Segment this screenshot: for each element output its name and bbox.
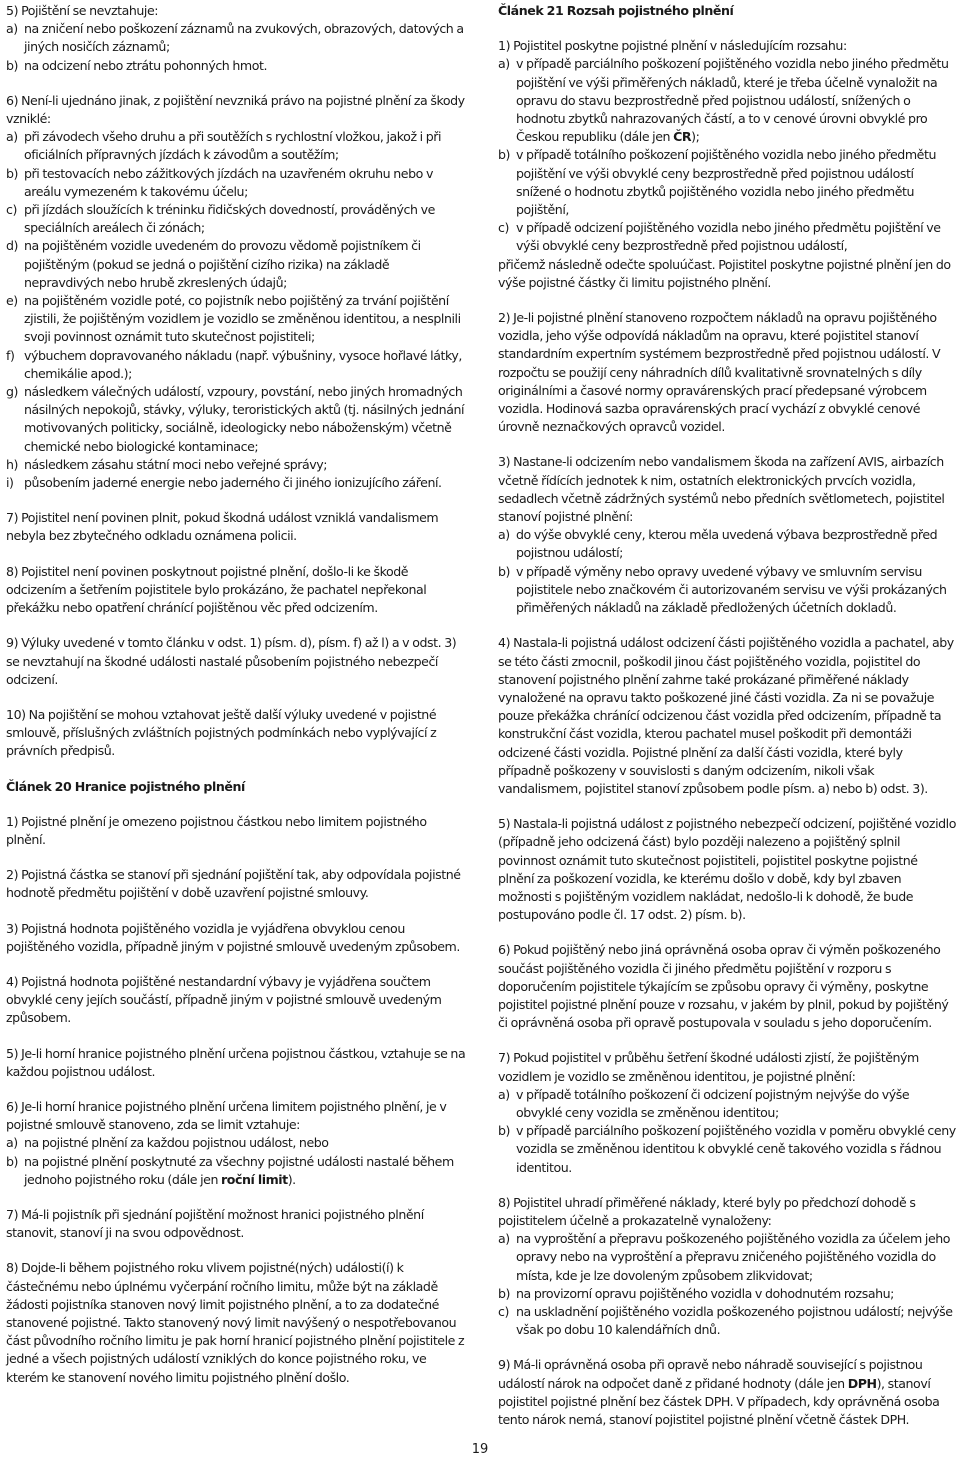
list-item: c) na uskladnění pojištěného vozidla poškozeného pojistnou událostí; nejvýše však po dobu 10 kalendářních dnů. (498, 1304, 953, 1338)
list-item: b) na provizorní opravu pojištěného vozidla v dohodnutém rozsahu; (498, 1285, 894, 1301)
list-item: a) při závodech všeho druhu a při soutěžích s rychlostní vložkou, jakož i při oficiálních přípravných jízdách k závodům a soutěžím; (6, 129, 442, 163)
list-item: h) následkem zásahu státní moci nebo veřejné správy; (6, 456, 328, 472)
paragraph: přičemž následně odečte spoluúčast. Pojistitel poskytne pojistné plnění jen do výše pojistné částky či limitu pojistného plnění. (498, 256, 951, 290)
paragraph: 1) Pojistitel poskytne pojistné plnění v následujícím rozsahu: (498, 38, 847, 54)
list-item: g) následkem válečných událostí, vzpoury, povstání, nebo jiných hromadných násilných nepokojů, stávky, výluky, teroristických aktů (tj. násilných jednání motivovaných politicky, sociálně, ideologicky nebo náboženským) včetně chemické nebo biologické kontaminace; (6, 384, 465, 454)
paragraph: 7) Pokud pojistitel v průběhu šetření škodné události zjistí, že pojištěným vozidlem je vozidlo se změněnou identitou, je pojistné plnění: (498, 1050, 919, 1084)
paragraph: 8) Dojde-li během pojistného roku vlivem pojistné(ných) události(í) k částečnému nebo úplnému vyčerpání ročního limitu, může být na základě žádosti pojistníka stanoven nový limit pojistného plnění, a to za dodatečné stanovené pojistné. Takto stanovený nový limit navýšený o nespotřebovanou část původního ročního limitu je pak horní hranicí pojistného plnění pojistitele z jedné a všech pojistných událostí vzniklých do konce pojistného roku, ve kterém ke stanovení nového limitu pojistného plnění došlo. (6, 1260, 465, 1385)
paragraph: 3) Pojistná hodnota pojištěného vozidla je vyjádřena obvyklou cenou pojištěného vozidla, případně jiným v pojistné smlouvě uvedeným způsobem. (6, 920, 460, 954)
dph-term: DPH (847, 1375, 877, 1391)
article-20-title: Článek 20 Hranice pojistného plnění (6, 778, 245, 794)
list-item: f) výbuchem dopravovaného nákladu (např. výbušniny, vysoce hořlavé látky, chemikálie apod.); (6, 347, 462, 381)
list-item: a) do výše obvyklé ceny, kterou měla uvedená výbava bezprostředně před pojistnou událostí; (498, 527, 938, 561)
paragraph: 4) Pojistná hodnota pojištěné nestandardní výbavy je vyjádřena součtem obvyklé ceny jejích součástí, případně jiným v pojistné smlouvě uvedeným způsobem. (6, 973, 442, 1026)
paragraph: 9) Výluky uvedené v tomto článku v odst. 1) písm. d), písm. f) až l) a v odst. 3) se nevztahují na škodné události nastalé působením pojistného nebezpečí odcizení. (6, 635, 457, 687)
list-item: b) v případě parciálního poškození pojištěného vozidla v poměru obvyklé ceny vozidla se změněnou identitou k obvyklé ceně takového vozidla s řádnou identitou. (498, 1123, 956, 1175)
left-column (6, 2, 468, 1387)
list-item: i) působením jaderné energie nebo jaderného či jiného ionizujícího záření. (6, 475, 442, 491)
list-item: b) v případě výměny nebo opravy uvedené výbavy ve smluvním servisu pojistitele nebo značkovém či autorizovaném servisu ve výši prokázaných přiměřených nákladů na základě předložených účetních dokladů. (498, 563, 947, 616)
list-item: b) na pojistné plnění poskytnuté za všechny pojistné události nastalé během jednoho pojistného roku (dále jen roční limit). (6, 1153, 454, 1187)
paragraph: 7) Pojistitel není povinen plnit, pokud škodná událost vzniklá vandalismem nebyla bez zbytečného odkladu oznámena policii. (6, 510, 439, 544)
paragraph: 2) Je-li pojistné plnění stanoveno rozpočtem nákladů na opravu pojištěného vozidla, jeho výše odpovídá nákladům na opravu, které pojistitel stanoví standardním expertním systémem bezprostředně před pojistnou událostí. V rozpočtu se použijí ceny náhradních dílů kvalitativně srovnatelných s díly originálními a časové normy opravárenských prací předepsané výrobcem vozidla. Hodinová sazba opravárenských prací vychází z obvyklé cenové úrovně neznačkových opravců vozidel. (498, 310, 941, 435)
paragraph: 5) Je-li horní hranice pojistného plnění určena pojistnou částkou, vztahuje se na každou pojistnou událost. (6, 1045, 466, 1079)
paragraph: 6) Není-li ujednáno jinak, z pojištění nevzniká právo na pojistné plnění za škody vzniklé: (6, 92, 465, 127)
list-item: d) na pojištěném vozidle uvedeném do provozu vědomě pojistníkem či pojištěným (pokud se jedná o pojištění cizího rizika) na základě nepravdivých nebo hrubě zkreslených údajů; (6, 238, 421, 290)
list-item: a) na vyproštění a přepravu poškozeného pojištěného vozidla za účelem jeho opravy nebo na vyproštění a přepravu zničeného pojištěného vozidla do místa, kde je lze dovoleným způsobem zlikvidovat; (498, 1231, 951, 1283)
paragraph: 8) Pojistitel není povinen poskytnout pojistné plnění, došlo-li ke škodě odcizením a šetřením pojistitele bylo prokázáno, že pachatel nepřekonal překážku nebo opatření chránící pojištěnou věc před odcizením. (6, 563, 427, 616)
article-21-title: Článek 21 Rozsah pojistného plnění (498, 3, 734, 18)
list-item: a) na pojistné plnění za každou pojistnou událost, nebo (6, 1135, 329, 1151)
paragraph: 6) Pokud pojištěný nebo jiná oprávněná osoba oprav či výměn poškozeného součást pojištěného vozidla či jiného předmětu pojištění v rozporu s doporučením pojistitele týkajícím se způsobu opravy či výměny, poskytne pojistitel pojistné plnění pouze v rozsahu, v jakém by plnil, pokud by pojištěný či oprávněná osoba při opravě postupovala v souladu s jeho doporučením. (498, 942, 949, 1031)
paragraph: 4) Nastala-li pojistná událost odcizení části pojištěného vozidla a pachatel, aby se této části zmocnil, poškodil jinou část pojištěného vozidla, pojistitel do stanovení pojistného plnění zahrne také prokázané přiměřené náklady vynaložené na opravu takto poškozené jiné části vozidla. Za ni se považuje pouze překážka chránící odcizenou část vozidla před odcizením, případně ta konstrukční část vozidla, kterou pachatel musel poškodit při demontáži odcizené části vozidla. Pojistné plnění za další části vozidla, které byly případně poškozeny v souvislosti s daným odcizením, nikoli však vandalismem, pojistitel stanoví způsobem podle písm. a) nebo b) odst. 3). (498, 635, 954, 796)
paragraph: 1) Pojistné plnění je omezeno pojistnou částkou nebo limitem pojistného plnění. (6, 813, 427, 847)
paragraph: 2) Pojistná částka se stanoví při sjednání pojištění tak, aby odpovídala pojistné hodnotě předmětu pojištění v době uzavření pojistné smlouvy. (6, 867, 461, 901)
right-column (498, 2, 956, 1429)
list-item: a) v případě totálního poškození či odcizení pojistným nejvýše do výše obvyklé ceny vozidla se změněnou identitou; (498, 1086, 910, 1120)
list-item: a) v případě parciálního poškození pojištěného vozidla nebo jiného předmětu pojištění ve výši přiměřených nákladů, které je třeba účelně vynaložit na opravu do stavu bezprostředně před pojistnou událostí, snížených o hodnotu zbytků nahrazovaných částí, a to v cenové úrovni obvyklé pro Českou republiku (dále jen ČR); (498, 56, 949, 145)
page-number: 19 (471, 1442, 489, 1457)
paragraph: 9) Má-li oprávněná osoba při opravě nebo náhradě související s pojistnou událostí nárok na odpočet daně z přidané hodnoty (dále jen DPH), stanoví pojistitel pojistné plnění bez částek DPH. V případech, kdy oprávněná osoba tento nárok nemá, stanoví pojistitel pojistné plnění včetně částek DPH. (498, 1357, 940, 1428)
list-item: b) při testovacích nebo zážitkových jízdách na uzavřeném okruhu nebo v areálu vymezeném k takovému účelu; (6, 165, 433, 199)
list-item: c) v případě odcizení pojištěného vozidla nebo jiného předmětu pojištění ve výši obvyklé ceny bezprostředně před pojistnou událostí, (498, 220, 941, 254)
paragraph: 6) Je-li horní hranice pojistného plnění určena limitem pojistného plnění, je v pojistné smlouvě stanoveno, zda se limit vztahuje: (6, 1098, 447, 1133)
list-item: e) na pojištěném vozidle poté, co pojistník nebo pojištěný za trvání pojištění zjistili, že pojištěným vozidlem je vozidlo se změněnou identitou, a nesplnili svoji povinnost oznámit tuto skutečnost pojistiteli; (6, 293, 461, 345)
paragraph: 5) Pojištění se nevztahuje: (6, 3, 159, 18)
paragraph: 3) Nastane-li odcizením nebo vandalismem škoda na zařízení AVIS, airbazích včetně řídících jednotek k nim, ostatních elektronických prvcích vozidla, sedadlech včetně zádržných systémů nebo předních světlometech, pojistitel stanoví pojistné plnění: (498, 454, 945, 525)
list-item: c) při jízdách sloužících k tréninku řidičských dovedností, prováděných ve speciálních areálech či zónách; (6, 202, 435, 236)
paragraph: 7) Má-li pojistník při sjednání pojištění možnost hranici pojistného plnění stanovit, stanoví ji na svou odpovědnost. (6, 1206, 424, 1241)
list-item: b) v případě totálního poškození pojištěného vozidla nebo jiného předmětu pojištění ve výši obvyklé ceny bezprostředně před pojistnou událostí snížené o hodnotu zbytků pojištěného vozidla nebo jiného předmětu pojištění, (498, 147, 936, 218)
paragraph: 8) Pojistitel uhradí přiměřené náklady, které byly po předchozí dohodě s pojistitelem účelně a prokazatelně vynaloženy: (498, 1194, 916, 1228)
cr-term: ČR (673, 129, 692, 145)
list-item: b) na odcizení nebo ztrátu pohonných hmot. (6, 57, 268, 73)
paragraph: 10) Na pojištění se mohou vztahovat ještě další výluky uvedené v pojistné smlouvě, příslušných zvláštních pojistných podmínkách nebo vyplývající z právních předpisů. (6, 706, 437, 759)
paragraph: 5) Nastala-li pojistná událost z pojistného nebezpečí odcizení, pojištěné vozidlo (případně jeho odcizená část) bylo později nalezeno a pojištěný splnil povinnost oznámit tuto skutečnost pojistiteli, pojistitel poskytne pojistné plnění za poškození vozidla, ke kterému došlo v době, kdy byl zbaven možnosti s pojištěným vozidlem nakládat, nedošlo-li k dohodě, že bude postupováno podle čl. 17 odst. 2) písm. b). (498, 816, 956, 923)
list-item: a) na zničení nebo poškození záznamů na zvukových, obrazových, datových a jiných nosičích záznamů; (6, 21, 464, 55)
annual-limit-term: roční limit (221, 1171, 288, 1187)
